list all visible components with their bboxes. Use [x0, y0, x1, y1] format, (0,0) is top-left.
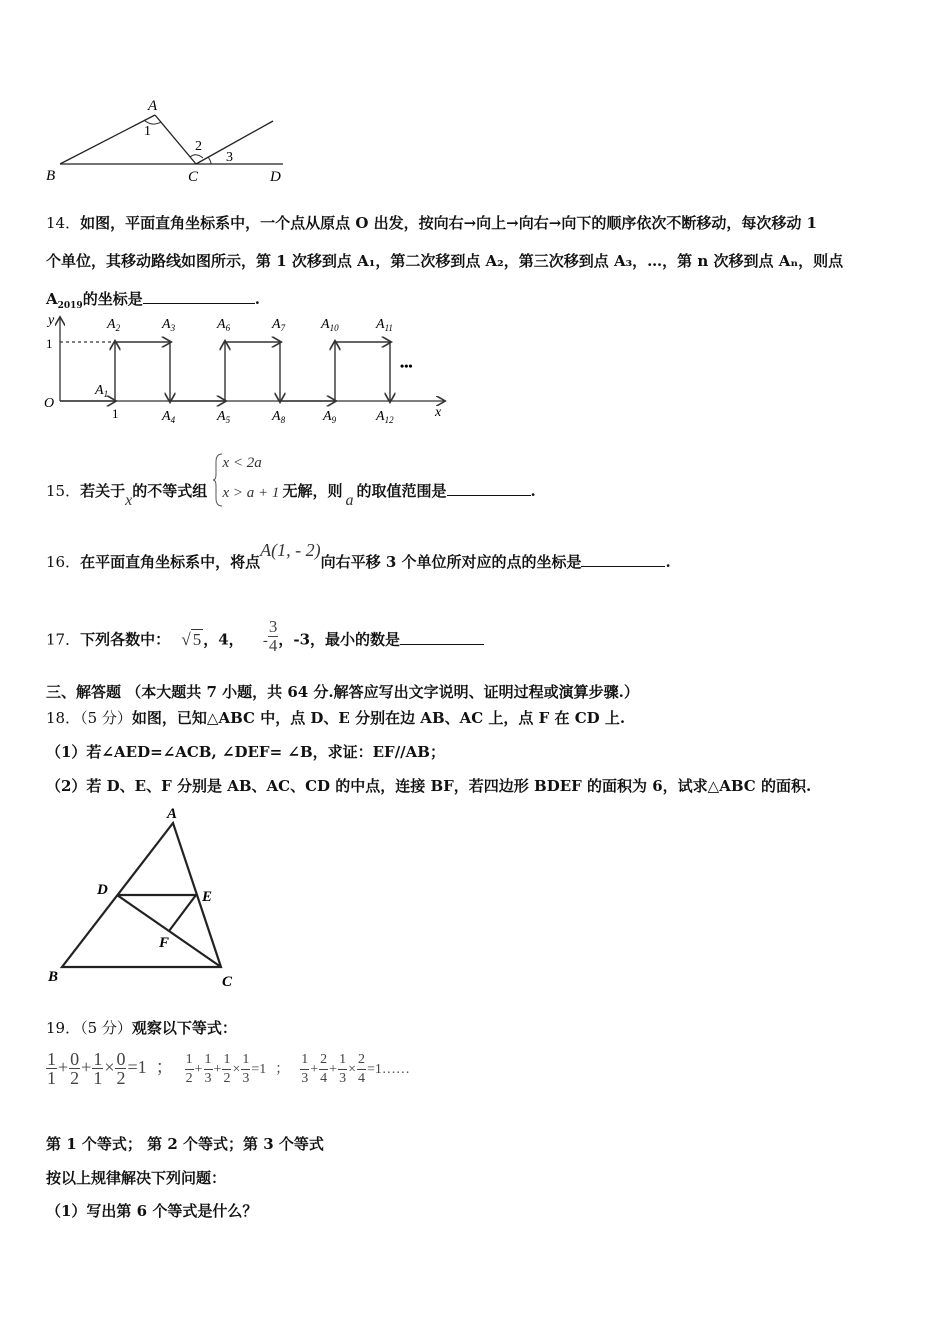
q15-after: 无解，则 [282, 482, 343, 500]
q17-pre: 下列各数中： [80, 630, 171, 649]
angle-figure [40, 95, 300, 190]
q14-end: . [254, 290, 260, 308]
q15-answer-blank[interactable] [447, 481, 531, 496]
q16-line [46, 540, 671, 572]
q16-point: A(1, - 2) [260, 540, 321, 560]
q19-stem-line [46, 1017, 237, 1038]
point-label-a3: $A_3$ [162, 317, 176, 333]
equation-1: $\frac{1}{1}$ + $\frac{0}{2}$ + $\frac{1}{1}$ × $\frac{0}{2}$ =1 ； [47, 1049, 174, 1088]
fraction: $\frac{1}{1}$ [47, 1049, 56, 1088]
fraction: $\frac{2}{4}$ [320, 1051, 328, 1086]
label-D: D [270, 169, 281, 185]
movement-graph [40, 312, 460, 424]
origin-label: O [44, 396, 55, 411]
point-label-a2: $A_2$ [107, 317, 121, 333]
q18-number: 18． [46, 709, 81, 727]
label-B: B [48, 969, 59, 985]
label-angle1: 1 [144, 124, 151, 139]
q16-number: 16． [46, 553, 81, 571]
move-path [60, 342, 390, 401]
q15-mid: 的不等式组 [132, 482, 208, 500]
q19-stem: 观察以下等式： [131, 1019, 237, 1037]
q14-text2: 个单位，其移动路线如图所示，第 1 次移到点 A₁，第二次移到点 A₂，第三次移到点 A₃，…，第 n 次移到点 Aₙ，则点 [46, 252, 844, 270]
axis-x-label: x [435, 405, 442, 420]
label-F: F [159, 935, 170, 951]
label-D: D [97, 882, 108, 898]
q15-system [212, 455, 282, 501]
q15-inequality-1: x < 2a [222, 455, 262, 471]
point-label-a8: $A_8$ [272, 409, 286, 424]
fraction: $\frac{1}{2}$ [185, 1051, 193, 1086]
q17-sep: ，4， [203, 630, 244, 649]
point-label-a12: $A_{12}$ [376, 409, 394, 424]
label-C: C [222, 974, 233, 990]
q14-A: A [46, 290, 58, 308]
q19-number: 19． [46, 1019, 81, 1037]
q14-number: 14． [46, 214, 81, 232]
equation-2: $\frac{1}{2}$ + $\frac{1}{3}$ + $\frac{1}{2}$ × $\frac{1}{3}$ =1 ； [185, 1051, 290, 1086]
q15-var-a: a [345, 492, 354, 509]
q14-answer-blank[interactable] [143, 289, 255, 304]
q16-end: . [665, 553, 671, 571]
section3-title: 三、解答题 （本大题共 7 小题，共 64 分.解答应写出文字说明、证明过程或演算步骤.） [46, 683, 639, 701]
q14-line1 [46, 212, 817, 233]
fraction: $\frac{0}{2}$ [70, 1049, 80, 1088]
q18-part2: （2）若 D、E、F 分别是 AB、AC、CD 的中点，连接 BF，若四边形 BDEF 的面积为 6，试求△ABC 的面积. [46, 777, 812, 795]
q17-answer-blank[interactable] [400, 630, 484, 645]
fraction: $\frac{1}{3}$ [242, 1051, 250, 1086]
q17-sqrt [181, 630, 203, 650]
point-label-a10: $A_{10}$ [321, 317, 339, 333]
q15-end: . [530, 482, 536, 500]
q16-post: 向右平移 3 个单位所对应的点的坐标是 [320, 553, 582, 571]
q17-rest: ，-3，最小的数是 [278, 630, 401, 649]
point-label-a5: $A_5$ [217, 409, 231, 424]
label-angle2: 2 [195, 139, 202, 154]
label-B: B [46, 168, 56, 184]
point-label-a6: $A_6$ [217, 317, 231, 333]
fraction: $\frac{1}{3}$ [204, 1051, 212, 1086]
continuation-dots: ••• [400, 359, 413, 373]
point-label-a7: $A_7$ [272, 317, 286, 333]
q16-answer-blank[interactable] [581, 552, 665, 567]
fraction: $\frac{1}{3}$ [301, 1051, 309, 1086]
q18-score: （5 分） [80, 709, 132, 727]
tick-y-label: 1 [46, 336, 53, 351]
triangle-figure [40, 800, 250, 995]
q15-number: 15． [46, 482, 81, 500]
q14-line3 [46, 288, 260, 311]
q14-text1: 如图，平面直角坐标系中，一个点从原点 O 出发，按向右→向上→向右→向下的顺序依次不断移动，每次移动 1 [80, 214, 817, 232]
label-A: A [148, 98, 158, 114]
equation-3: $\frac{1}{3}$ + $\frac{2}{4}$ + $\frac{1}{3}$ × $\frac{2}{4}$ =1…… [301, 1051, 410, 1086]
label-A: A [167, 806, 178, 822]
q17-frac-num: 3 [268, 617, 278, 636]
q19-equations [46, 1050, 411, 1088]
point-label-a4: $A_4$ [162, 409, 176, 424]
fraction: $\frac{0}{2}$ [116, 1049, 126, 1088]
q15-inequality-2: x > a + 1 [222, 485, 280, 501]
q17-number: 17． [46, 630, 81, 649]
q15-line [46, 455, 536, 509]
point-label-a11: $A_{11}$ [376, 317, 393, 333]
fraction: $\frac{1}{2}$ [223, 1051, 231, 1086]
q18-part1: （1）若∠AED=∠ACB, ∠DEF= ∠B，求证：EF//AB； [46, 743, 445, 761]
fraction: $\frac{1}{3}$ [339, 1051, 347, 1086]
fraction: $\frac{1}{1}$ [93, 1049, 103, 1088]
q17-frac-den: 4 [268, 636, 278, 655]
tick-x-label: 1 [112, 406, 119, 421]
label-angle3: 3 [226, 150, 233, 165]
q19-eq-labels: 第 1 个等式； 第 2 个等式；第 3 个等式 [46, 1135, 324, 1153]
q15-pre: 若关于 [80, 482, 126, 500]
sqrt-icon: √ [181, 629, 191, 649]
q14-subscript: 2019 [57, 301, 83, 311]
q15-post: 的取值范围是 [356, 482, 447, 500]
fraction: $\frac{2}{4}$ [357, 1051, 365, 1086]
label-C: C [188, 169, 199, 185]
label-E: E [202, 889, 213, 905]
q17-line [46, 617, 484, 659]
point-label-a1: $A_1$ [95, 383, 109, 399]
q14-line2 [46, 250, 843, 271]
q17-radicand: 5 [192, 629, 202, 649]
q14-text3: 的坐标是 [82, 290, 143, 308]
axis-y-label: y [48, 313, 55, 328]
q19-part1: （1）写出第 6 个等式是什么？ [46, 1202, 258, 1220]
q15-var-x: x [125, 492, 133, 509]
q19-instruction: 按以上规律解决下列问题： [46, 1169, 227, 1187]
q18-stem: 如图，已知△ABC 中，点 D、E 分别在边 AB、AC 上，点 F 在 CD 上. [131, 709, 626, 727]
q17-neg-sign: - [262, 632, 268, 649]
q19-score: （5 分） [80, 1019, 132, 1037]
point-label-a9: $A_9$ [323, 409, 337, 424]
q18-stem-line [46, 707, 625, 728]
q17-fraction [268, 618, 279, 655]
q16-pre: 在平面直角坐标系中，将点 [80, 553, 261, 571]
